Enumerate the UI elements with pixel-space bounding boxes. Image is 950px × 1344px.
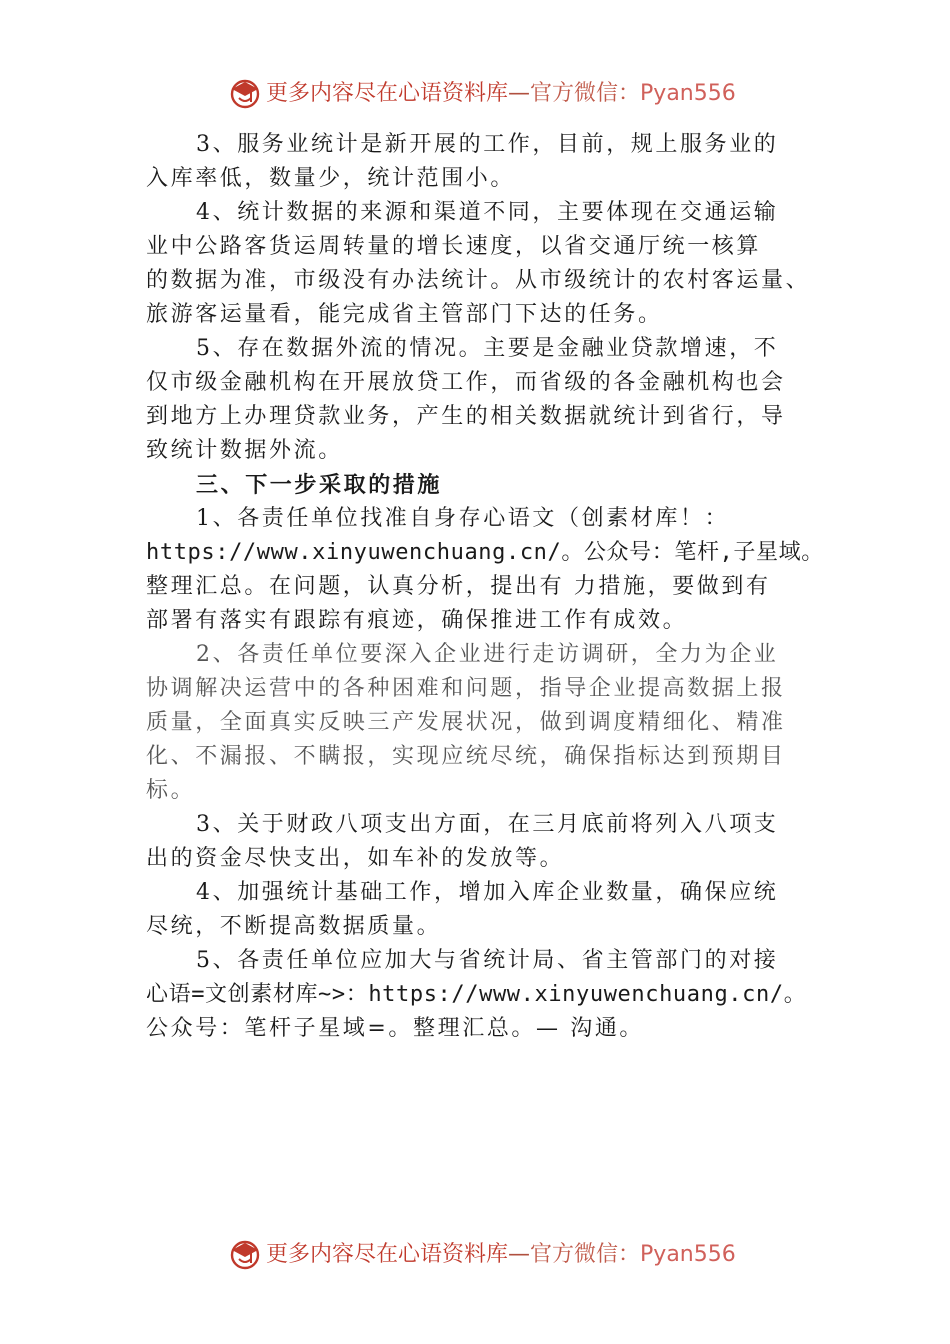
banner-main-text: 更多内容尽在心语资料库 [266,81,509,106]
banner-wechat-id: Pyan556 [640,1242,736,1267]
paragraph-line: 公众号：笔杆子星域=。整理汇总。— 沟通。 [146,1016,645,1041]
paragraph-line: 5、存在数据外流的情况。主要是金融业贷款增速，不 [196,336,779,361]
banner-wechat-label: 官方微信： [530,81,641,106]
paragraph-line: 3、关于财政八项支出方面，在三月底前将列入八项支 [196,812,779,837]
paragraph-line: 整理汇总。在问题，认真分析，提出有 力措施，要做到有 [146,574,771,599]
paragraph-line: 的数据为准，市级没有办法统计。从市级统计的农村客运量、 [146,268,811,293]
paragraph-line: 旅游客运量看，能完成省主管部门下达的任务。 [146,302,663,327]
banner-main-text: 更多内容尽在心语资料库 [266,1242,509,1267]
paragraph-line: 业中公路客货运周转量的增长速度，以省交通厅统一核算 [146,234,762,259]
banner-wechat-id: Pyan556 [640,81,736,106]
paragraph-line: https://www.xinyuwenchuang.cn/。公众号：笔杆,子星域。 [146,540,824,565]
footer-watermark-banner [0,1235,950,1275]
banner-separator: — [508,1242,531,1267]
header-watermark-banner [0,74,950,114]
paragraph-line: 出的资金尽快支出，如车补的发放等。 [146,846,565,871]
banner-wechat-label: 官方微信： [530,1242,641,1267]
paragraph-line: 到地方上办理贷款业务，产生的相关数据就统计到省行，导 [146,404,786,429]
paragraph-line: 标。 [146,778,196,803]
paragraph-line: 5、各责任单位应加大与省统计局、省主管部门的对接 [196,948,779,973]
banner-text [266,80,736,108]
mortarboard-logo-icon [228,76,262,110]
mortarboard-logo-icon [228,1237,262,1271]
section-heading: 三、下一步采取的措施 [196,472,443,498]
banner-separator: — [508,81,531,106]
paragraph-line: 仅市级金融机构在开展放贷工作，而省级的各金融机构也会 [146,370,786,395]
paragraph-line: 质量，全面真实反映三产发展状况，做到调度精细化、精准 [146,710,786,735]
paragraph-line: 4、加强统计基础工作，增加入库企业数量，确保应统 [196,880,779,905]
paragraph-line: 协调解决运营中的各种困难和问题，指导企业提高数据上报 [146,676,786,701]
paragraph-line: 2、各责任单位要深入企业进行走访调研，全力为企业 [196,642,779,667]
banner-text [266,1241,736,1269]
paragraph-line: 3、服务业统计是新开展的工作，目前，规上服务业的 [196,132,779,157]
paragraph-line: 致统计数据外流。 [146,438,343,463]
paragraph-line: 心语=文创素材库~>：https://www.xinyuwenchuang.cn/。 [146,982,807,1007]
paragraph-line: 1、各责任单位找准自身存心语文（创素材库！： [196,506,730,531]
paragraph-line: 尽统，不断提高数据质量。 [146,914,442,939]
paragraph-line: 入库率低，数量少，统计范围小。 [146,166,516,191]
paragraph-line: 4、统计数据的来源和渠道不同，主要体现在交通运输 [196,200,779,225]
paragraph-line: 化、不漏报、不瞒报，实现应统尽统，确保指标达到预期目 [146,744,786,769]
paragraph-line: 部署有落实有跟踪有痕迹，确保推进工作有成效。 [146,608,688,633]
